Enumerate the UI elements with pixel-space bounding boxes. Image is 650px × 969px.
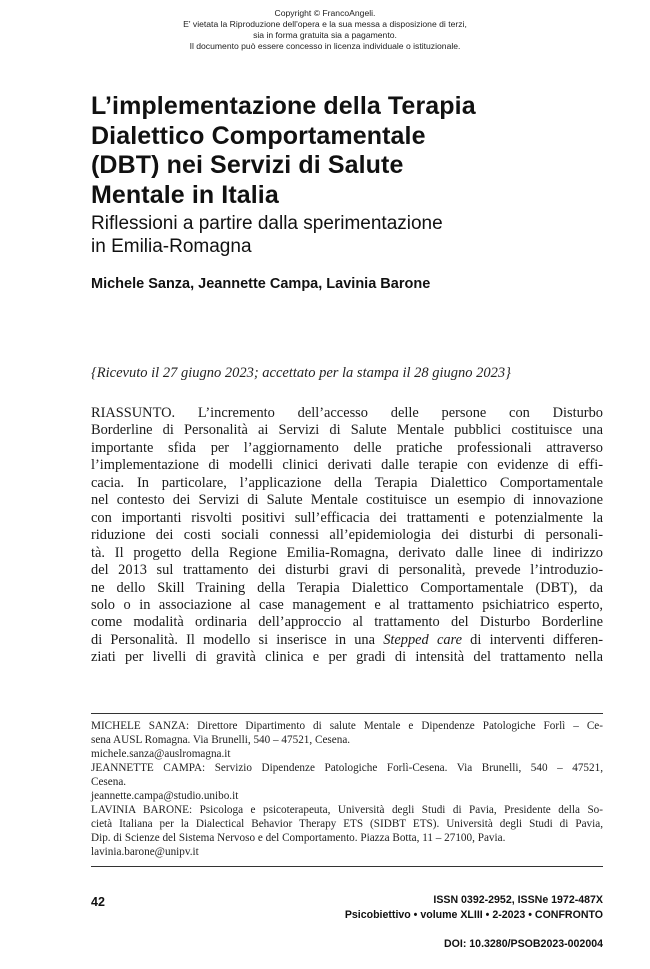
affiliation-line: Dip. di Scienze del Sistema Nervoso e del Comportamento. Piazza Botta, 11 – 27100, Pavia. <box>91 832 506 844</box>
abstract-line: con importanti risvolti positivi sull’efficacia dei trattamenti e potenzialmente la <box>91 509 603 526</box>
journal-info <box>345 893 603 922</box>
title-line: Mentale in Italia <box>91 180 279 209</box>
article-title <box>91 92 611 210</box>
abstract-line: riduzione dei costi sociali connessi all’epidemiologia dei disturbi di personali- <box>91 527 603 544</box>
affiliation-line: sena AUSL Romagna. Via Brunelli, 540 – 47521, Cesena. <box>91 734 351 746</box>
affiliation-email: jeannette.campa@studio.unibo.it <box>91 790 239 802</box>
abstract-line: ne dello Skill Training della Terapia Dialettico Comportamentale (DBT), da <box>91 579 603 596</box>
abstract <box>91 405 603 667</box>
copyright-notice <box>0 8 650 52</box>
abstract-line: tà. Il progetto della Regione Emilia-Romagna, derivato dalle linee di indirizzo <box>91 544 603 561</box>
affiliation-line: Cesena. <box>91 776 127 788</box>
authors: Michele Sanza, Jeannette Campa, Lavinia Barone <box>91 276 431 292</box>
abstract-line: di Personalità. Il modello si inserisce in una Stepped care di interventi differen- <box>91 631 603 648</box>
abstract-line: cacia. In particolare, l’applicazione della Terapia Dialettico Comportamentale <box>91 474 603 491</box>
abstract-line: come modalità ordinaria dell’approccio al trattamento del Disturbo Borderline <box>91 614 603 631</box>
journal-issue: Psicobiettivo • volume XLIII • 2-2023 • CONFRONTO <box>344 908 603 921</box>
abstract-line: solo o in associazione al case management e al trattamento psichiatrico esperto, <box>91 596 603 613</box>
abstract-line: l’implementazione di modelli clinici derivati dalle terapie con evidenze di effi- <box>91 457 603 474</box>
received-dates: {Ricevuto il 27 giugno 2023; accettato per la stampa il 28 giugno 2023} <box>91 365 511 381</box>
journal-issn: ISSN 0392-2952, ISSNe 1972-487X <box>433 894 603 906</box>
copyright-line: Il documento può essere concesso in licenza individuale o istituzionale. <box>189 41 461 51</box>
copyright-line: E' vietata la Riproduzione dell'opera e la sua messa a disposizione di terzi, <box>183 19 467 29</box>
subtitle-line: in Emilia-Romagna <box>91 236 252 257</box>
page-number: 42 <box>91 895 105 909</box>
abstract-line: nel contesto dei Servizi di Salute Mentale costituisce un esempio di innovazione <box>91 492 603 509</box>
abstract-line: RIASSUNTO. L’incremento dell’accesso delle persone con Disturbo <box>91 405 603 421</box>
affiliation-email: lavinia.barone@unipv.it <box>91 846 199 858</box>
affiliation-line: MICHELE SANZA: Direttore Dipartimento di salute Mentale e Dipendenze Patologiche Forlì – Ce- <box>91 720 603 732</box>
copyright-line: sia in forma gratuita sia a pagamento. <box>253 30 397 40</box>
subtitle-line: Riflessioni a partire dalla sperimentazione <box>91 213 443 234</box>
title-line: (DBT) nei Servizi di Salute <box>91 151 404 179</box>
copyright-line: Copyright © FrancoAngeli. <box>274 8 376 18</box>
abstract-line: importante sfida per l’aggiornamento delle pratiche professionali attraverso <box>91 439 603 456</box>
abstract-line: del 2013 sul trattamento dei disturbi gravi di personalità, prevede l’introduzio- <box>91 562 603 579</box>
footnote-top-rule <box>91 713 603 714</box>
affiliation-line: JEANNETTE CAMPA: Servizio Dipendenze Patologiche Forlì-Cesena. Via Brunelli, 540 – 47521, <box>91 762 603 774</box>
affiliation-line: LAVINIA BARONE: Psicologa e psicoterapeuta, Università degli Studi di Pavia, Presidente della So- <box>91 804 603 816</box>
title-line: Dialettico Comportamentale <box>91 121 426 150</box>
author-affiliations <box>91 719 603 859</box>
footnote-bottom-rule <box>91 866 603 867</box>
affiliation-email: michele.sanza@auslromagna.it <box>91 748 231 760</box>
article-subtitle <box>91 212 611 258</box>
abstract-line: Borderline di Personalità ai Servizi di Salute Mentale pubblici costituisce una <box>91 422 603 439</box>
title-line: L’implementazione della Terapia <box>91 92 476 120</box>
abstract-line: ziati per livelli di gravità clinica e per gradi di intensità del trattamento nella <box>91 649 603 666</box>
doi: DOI: 10.3280/PSOB2023-002004 <box>443 938 603 950</box>
affiliation-line: cietà Italiana per la Dialectical Behavior Therapy ETS (SIDBT ETS). Università degli Studi di Pavia, <box>91 818 603 830</box>
title-block <box>91 92 611 293</box>
